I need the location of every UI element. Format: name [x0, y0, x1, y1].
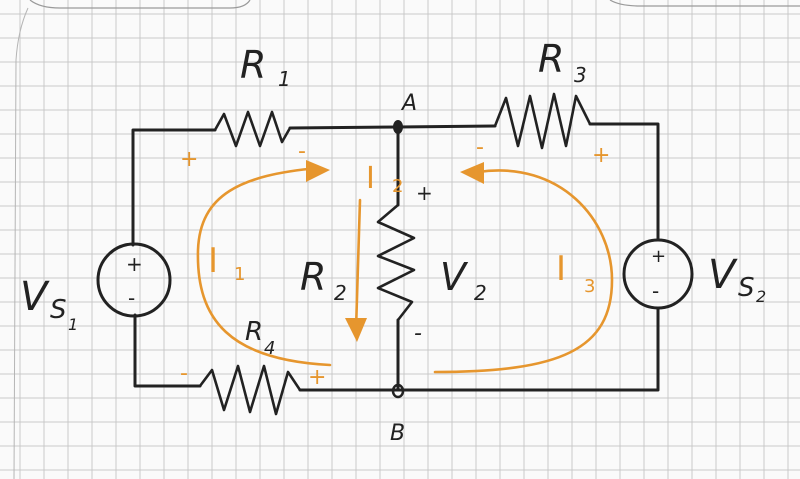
node-a-label: A: [402, 91, 418, 116]
node-a-dot: [393, 120, 403, 134]
r2-label: R: [300, 255, 327, 299]
r1-plus-sign: +: [180, 147, 199, 172]
r4-subscript: 4: [264, 338, 276, 359]
v2-subscript: 2: [474, 281, 487, 305]
vs1-minus-sign: -: [128, 286, 136, 310]
vs1-subscript: S: [50, 295, 67, 325]
v2-label: V: [440, 255, 466, 299]
r1-minus-sign: -: [298, 139, 306, 164]
i1-label: I: [208, 241, 219, 281]
vs2-subscript: S: [738, 273, 755, 303]
r1-subscript: 1: [278, 67, 291, 91]
r2-subscript: 2: [334, 281, 347, 305]
top-middle-wire: [290, 126, 495, 128]
r3-minus-sign: -: [476, 135, 484, 160]
i3-subscript: 3: [584, 276, 596, 297]
node-b-label: B: [390, 421, 406, 446]
vs2-sub-subscript: 2: [756, 287, 767, 306]
r3-plus-sign: +: [592, 143, 611, 168]
vs1-label: V: [20, 274, 48, 320]
vs2-minus-sign: -: [652, 279, 660, 303]
v2-minus-sign: -: [414, 321, 422, 346]
i1-subscript: 1: [234, 264, 246, 285]
vs2-label: V: [708, 252, 736, 298]
vs1-plus-sign: +: [126, 252, 143, 276]
v2-plus-sign: +: [416, 181, 433, 205]
r3-subscript: 3: [574, 63, 587, 87]
vs1-sub-subscript: 1: [68, 315, 79, 334]
i2-subscript: 2: [392, 176, 404, 197]
i3-label: I: [556, 249, 567, 289]
r1-label: R: [240, 43, 267, 87]
r4-minus-sign: -: [180, 361, 188, 386]
vs2-plus-sign: +: [651, 246, 667, 267]
r3-label: R: [538, 37, 565, 81]
i2-label: I: [366, 161, 375, 196]
r4-plus-sign: +: [308, 365, 327, 390]
r4-label: R: [245, 317, 264, 347]
